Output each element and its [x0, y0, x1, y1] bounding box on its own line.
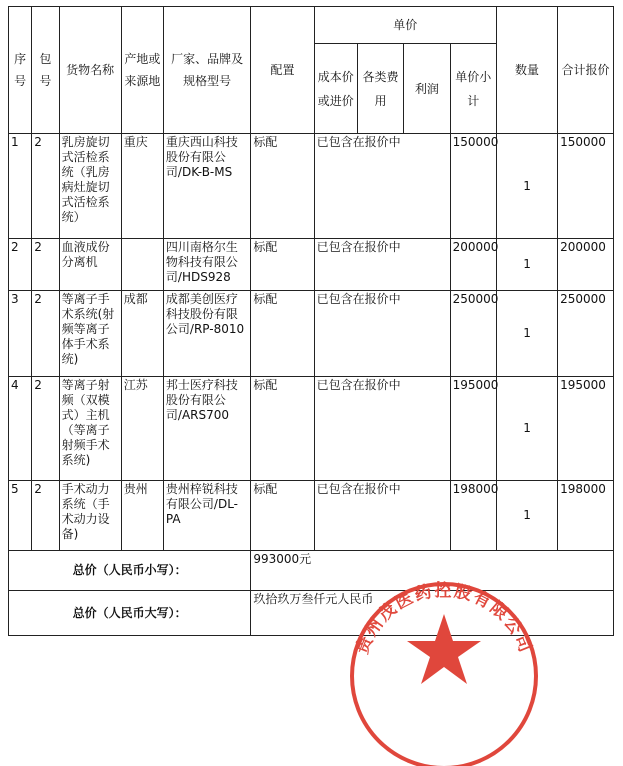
header-total: 合计报价 [558, 7, 614, 134]
table-row [9, 481, 614, 551]
cell-seq: 3 [9, 291, 32, 377]
cell-costs: 已包含在报价中 [314, 291, 450, 377]
cell-costs: 已包含在报价中 [314, 239, 450, 291]
cell-total: 198000 [558, 481, 614, 551]
header-unit-subtotal: 单价小计 [450, 44, 496, 134]
cell-pkg: 2 [32, 377, 59, 481]
cell-seq: 4 [9, 377, 32, 481]
header-profit: 利润 [404, 44, 450, 134]
cell-qty: 1 [496, 239, 557, 291]
cell-maker: 邦士医疗科技股份有限公司/ARS700 [163, 377, 250, 481]
total-big-row [9, 591, 614, 636]
cell-subtotal: 200000 [450, 239, 496, 291]
cell-name: 等离子射频（双模式）主机（等离子射频手术系统) [59, 377, 121, 481]
cell-costs: 已包含在报价中 [314, 481, 450, 551]
header-origin: 产地或来源地 [121, 7, 163, 134]
cell-name: 乳房旋切式活检系统（乳房病灶旋切式活检系统） [59, 134, 121, 239]
header-unit-price: 单价 [314, 7, 496, 44]
cell-config: 标配 [251, 291, 314, 377]
cell-costs: 已包含在报价中 [314, 134, 450, 239]
total-small-label: 总价（人民币小写）： [9, 551, 251, 591]
cell-pkg: 2 [32, 481, 59, 551]
cell-total: 200000 [558, 239, 614, 291]
cell-subtotal: 150000 [450, 134, 496, 239]
total-small-value: 993000元 [251, 551, 614, 591]
cell-pkg: 2 [32, 239, 59, 291]
header-config: 配置 [251, 7, 314, 134]
cell-maker: 贵州梓锐科技有限公司/DL-PA [163, 481, 250, 551]
cell-subtotal: 198000 [450, 481, 496, 551]
cell-name: 等离子手术系统(射频等离子体手术系统) [59, 291, 121, 377]
cell-costs: 已包含在报价中 [314, 377, 450, 481]
cell-qty: 1 [496, 134, 557, 239]
total-big-label: 总价（人民币大写）： [9, 591, 251, 636]
cell-seq: 5 [9, 481, 32, 551]
total-big-value: 玖拾玖万叁仟元人民币 [251, 591, 614, 636]
cell-seq: 2 [9, 239, 32, 291]
cell-origin [121, 239, 163, 291]
total-small-row [9, 551, 614, 591]
table-row [9, 134, 614, 239]
cell-config: 标配 [251, 377, 314, 481]
table-row [9, 291, 614, 377]
header-qty: 数量 [496, 7, 557, 134]
cell-origin: 贵州 [121, 481, 163, 551]
cell-name: 手术动力系统（手术动力设备) [59, 481, 121, 551]
cell-config: 标配 [251, 239, 314, 291]
header-fees: 各类费用 [357, 44, 403, 134]
cell-maker: 成都美创医疗科技股份有限公司/RP-8010 [163, 291, 250, 377]
cell-seq: 1 [9, 134, 32, 239]
cell-config: 标配 [251, 481, 314, 551]
header-maker: 厂家、品牌及规格型号 [163, 7, 250, 134]
price-table [8, 6, 614, 636]
cell-origin: 江苏 [121, 377, 163, 481]
cell-pkg: 2 [32, 291, 59, 377]
cell-subtotal: 250000 [450, 291, 496, 377]
cell-origin: 成都 [121, 291, 163, 377]
cell-config: 标配 [251, 134, 314, 239]
seal-text: 贵州茂医药控股有限公司 [352, 581, 536, 657]
cell-maker: 四川南格尔生物科技有限公司/HDS928 [163, 239, 250, 291]
table-row [9, 239, 614, 291]
cell-total: 250000 [558, 291, 614, 377]
cell-subtotal: 195000 [450, 377, 496, 481]
cell-total: 150000 [558, 134, 614, 239]
cell-maker: 重庆西山科技股份有限公司/DK-B-MS [163, 134, 250, 239]
cell-qty: 1 [496, 481, 557, 551]
cell-origin: 重庆 [121, 134, 163, 239]
cell-qty: 1 [496, 291, 557, 377]
header-name: 货物名称 [59, 7, 121, 134]
header-pkg: 包号 [32, 7, 59, 134]
table-row [9, 377, 614, 481]
header-cost: 成本价或进价 [314, 44, 357, 134]
cell-pkg: 2 [32, 134, 59, 239]
cell-qty: 1 [496, 377, 557, 481]
header-seq: 序号 [9, 7, 32, 134]
cell-total: 195000 [558, 377, 614, 481]
cell-name: 血液成份分离机 [59, 239, 121, 291]
